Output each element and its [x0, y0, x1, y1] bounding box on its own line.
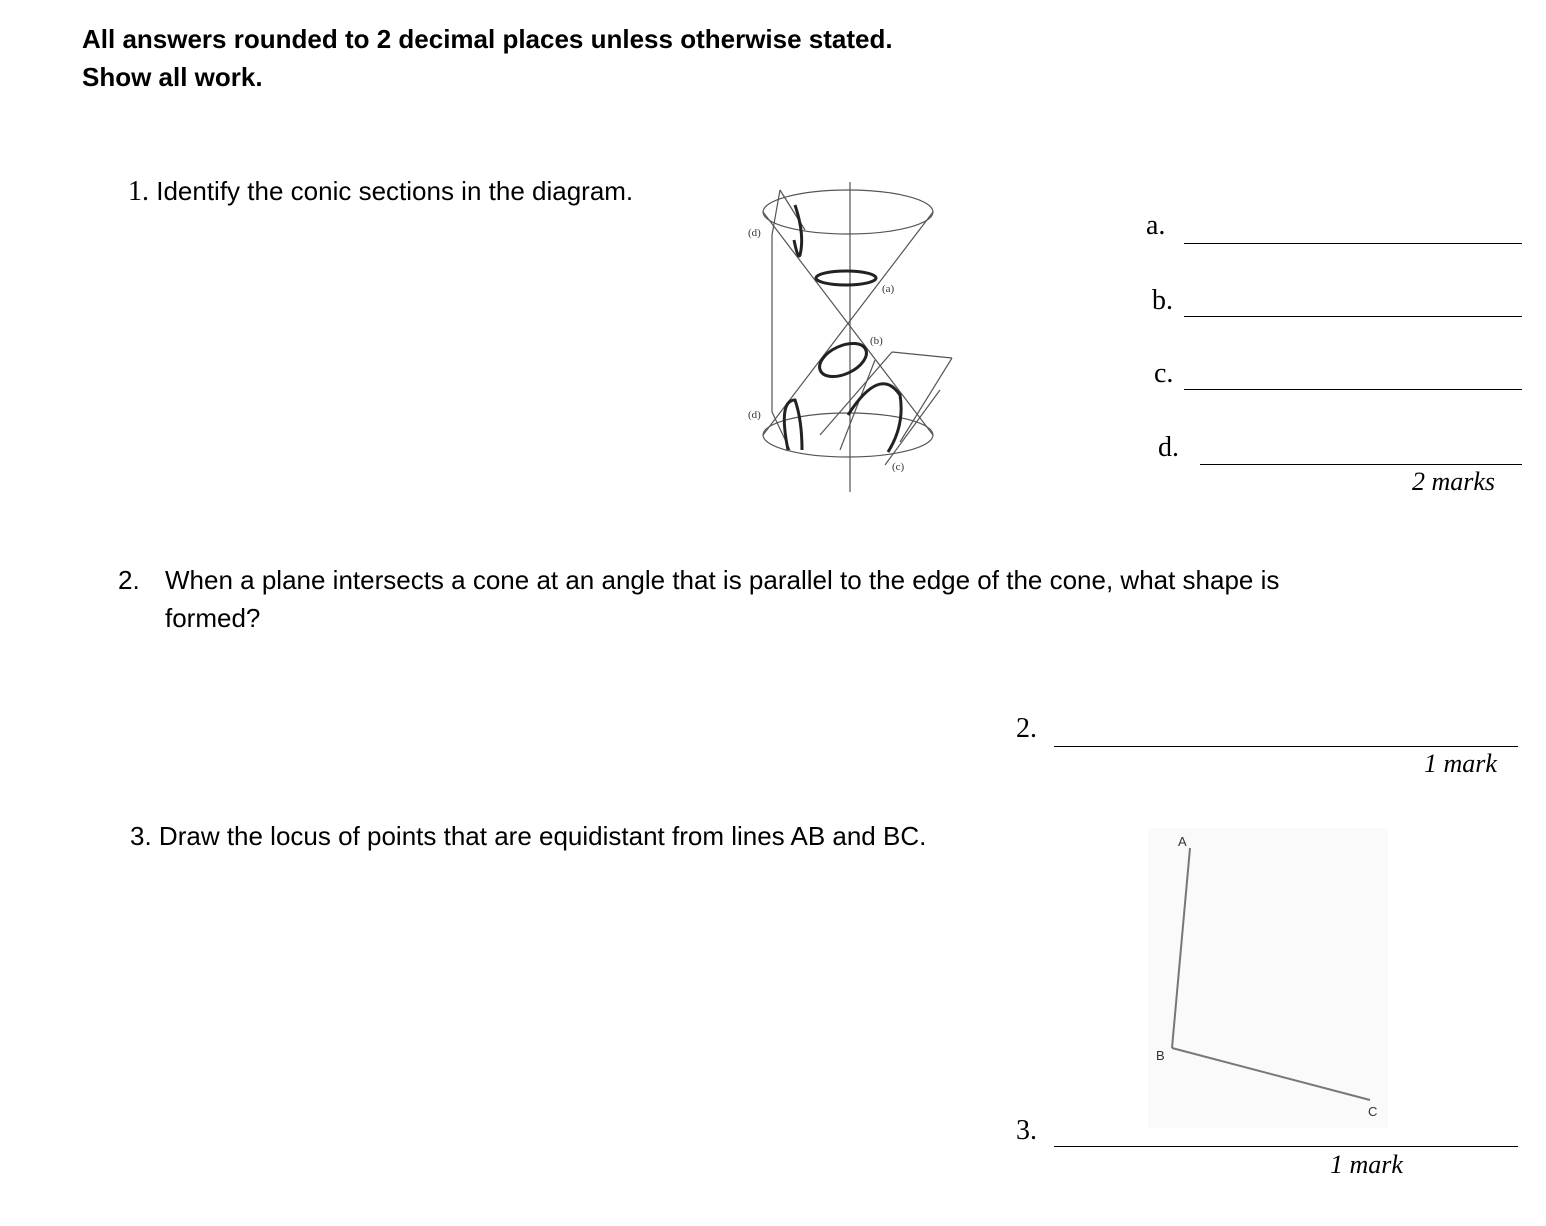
label-d-bottom: (d)	[748, 409, 761, 421]
label-c: (c)	[892, 461, 905, 473]
answer-a-label: a.	[1146, 210, 1166, 241]
question-3-answer-line[interactable]	[1054, 1146, 1518, 1147]
question-2-marks: 1 mark	[1424, 749, 1497, 778]
point-c-label: C	[1368, 1104, 1378, 1119]
question-3-answer-label: 3.	[1016, 1115, 1037, 1146]
question-2-text-line-1: When a plane intersects a cone at an angle that is parallel to the edge of the cone, what shape is	[165, 565, 1280, 595]
question-1	[128, 172, 633, 211]
question-2-text-line-2: formed?	[165, 603, 261, 633]
answer-c-label: c.	[1154, 358, 1174, 389]
question-3-marks: 1 mark	[1330, 1150, 1403, 1179]
label-d-top: (d)	[748, 227, 761, 239]
locus-diagram	[1148, 828, 1388, 1128]
answer-d-line[interactable]	[1200, 464, 1522, 465]
point-a-label: A	[1178, 834, 1187, 849]
question-3	[130, 817, 926, 855]
question-3-text: Draw the locus of points that are equidistant from lines AB and BC.	[158, 821, 927, 851]
conic-sections-diagram	[740, 180, 960, 495]
question-1-number: 1.	[128, 176, 149, 207]
answer-b-label: b.	[1152, 285, 1173, 316]
instructions-line-2: Show all work.	[82, 62, 263, 92]
label-b: (b)	[870, 335, 883, 347]
question-2-text	[165, 561, 1465, 637]
question-3-number: 3.	[130, 821, 152, 851]
question-2-answer-line[interactable]	[1054, 746, 1518, 747]
answer-c-line[interactable]	[1184, 389, 1522, 390]
instructions-line-1: All answers rounded to 2 decimal places unless otherwise stated.	[82, 24, 893, 54]
question-2-answer-label: 2.	[1016, 713, 1037, 744]
question-2-number: 2.	[118, 565, 140, 595]
answer-a-line[interactable]	[1184, 243, 1522, 244]
answer-b-line[interactable]	[1184, 316, 1522, 317]
answer-d-label: d.	[1158, 432, 1179, 463]
question-1-text: Identify the conic sections in the diagram.	[156, 176, 634, 206]
question-1-marks: 2 marks	[1412, 467, 1496, 496]
point-b-label: B	[1156, 1048, 1165, 1063]
label-a: (a)	[882, 283, 895, 295]
